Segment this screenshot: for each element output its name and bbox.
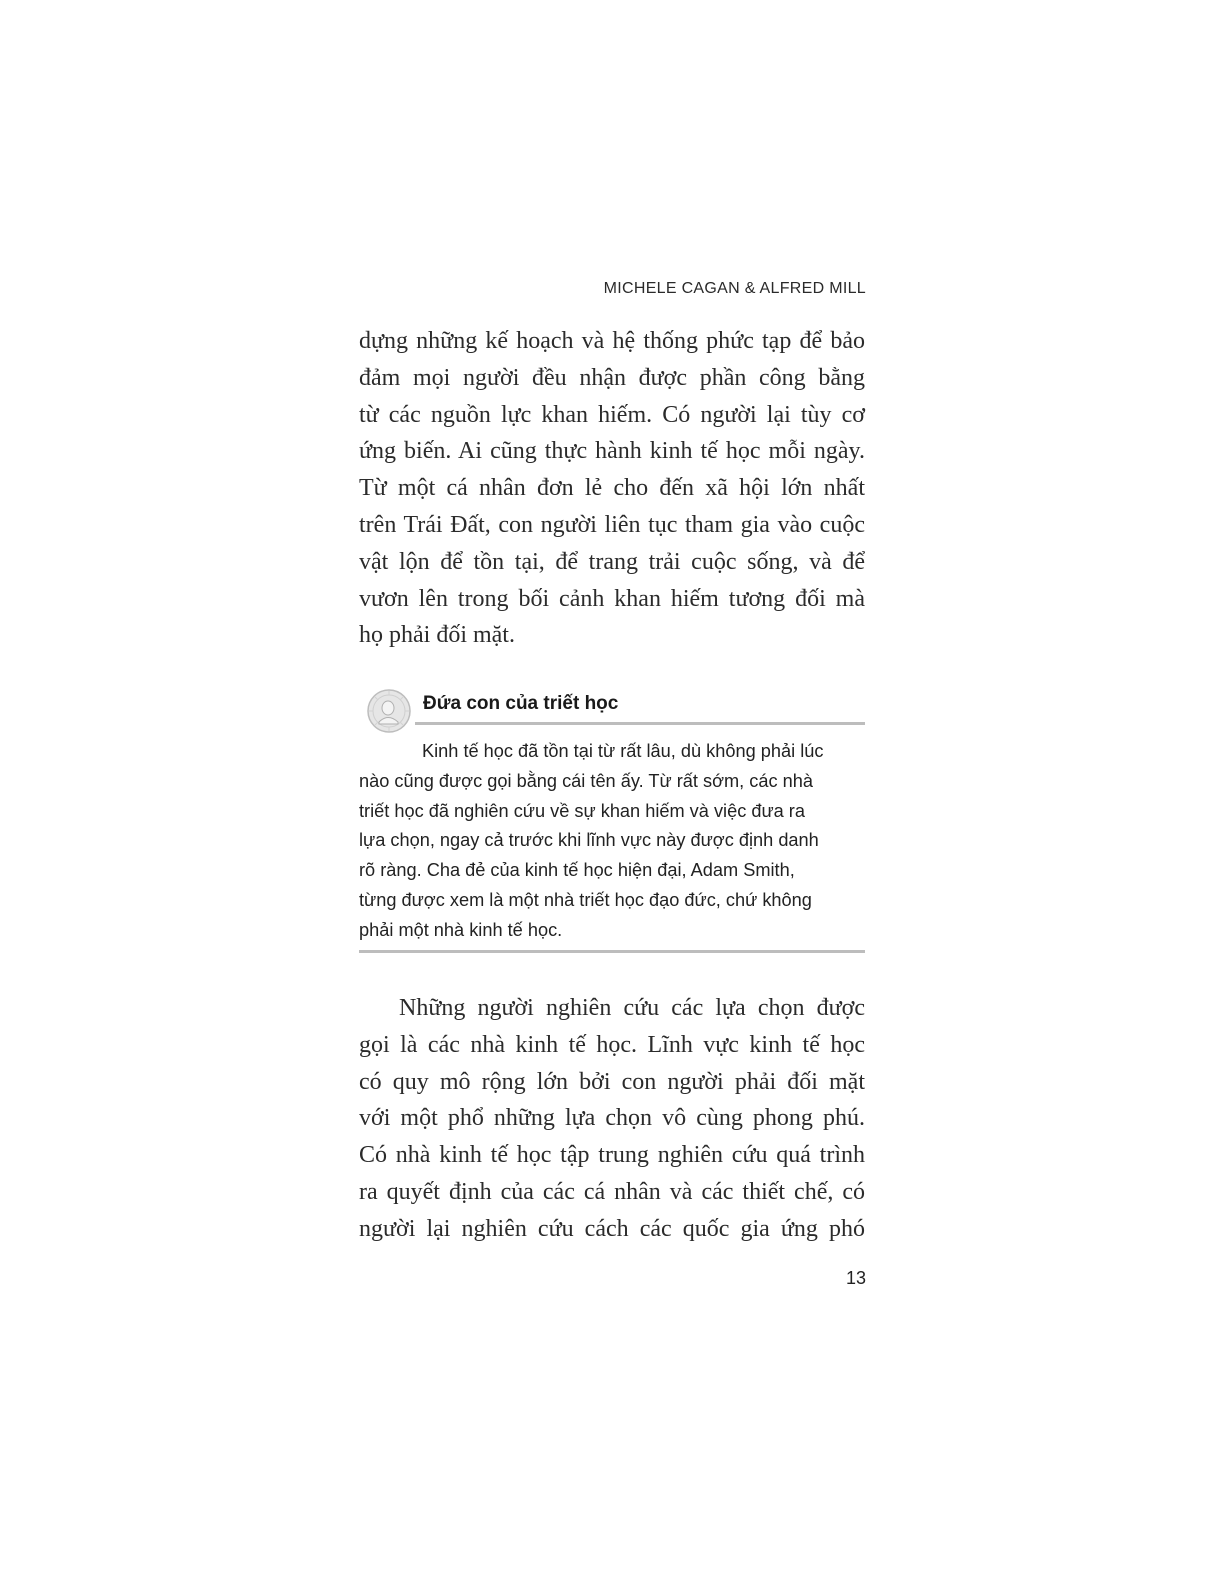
text-line: trên Trái Đất, con người liên tục tham gia vào cuộc [359, 511, 865, 538]
text-line: gọi là các nhà kinh tế học. Lĩnh vực kinh tế học [359, 1031, 865, 1058]
sidebar-text-line: nào cũng được gọi bằng cái tên ấy. Từ rất sớm, các nhà [359, 770, 813, 791]
text-line: họ phải đối mặt. [359, 622, 515, 649]
sidebar-text-line: phải một nhà kinh tế học. [359, 919, 563, 940]
sidebar-text-line: triết học đã nghiên cứu về sự khan hiếm và việc đưa ra [359, 800, 805, 821]
body-paragraph-top [359, 323, 865, 654]
text-line: vươn lên trong bối cảnh khan hiếm tương đối mà [359, 585, 865, 612]
body-paragraph-bottom [359, 990, 865, 1248]
sidebar-text-line: Kinh tế học đã tồn tại từ rất lâu, dù không phải lúc [422, 741, 824, 761]
text-line: ra quyết định của các cá nhân và các thiết chế, có [359, 1178, 865, 1205]
text-line: có quy mô rộng lớn bởi con người phải đối mặt [359, 1068, 865, 1095]
text-line: đảm mọi người đều nhận được phần công bằng [359, 364, 865, 391]
sidebar-title: Đứa con của triết học [423, 693, 619, 714]
text-line: Có nhà kinh tế học tập trung nghiên cứu quá trình [359, 1142, 865, 1169]
sidebar-body [359, 737, 859, 946]
sidebar-text-line: lựa chọn, ngay cả trước khi lĩnh vực này được định danh [359, 830, 819, 851]
text-line: từ các nguồn lực khan hiếm. Có người lại tùy cơ [359, 401, 865, 428]
bust-medallion-icon [367, 689, 411, 733]
text-line: vật lộn để tồn tại, để trang trải cuộc sống, và để [359, 548, 865, 575]
text-line: Những người nghiên cứu các lựa chọn được [399, 995, 865, 1021]
sidebar-divider-top [415, 722, 865, 725]
text-line: ứng biến. Ai cũng thực hành kinh tế học mỗi ngày. [359, 438, 865, 465]
text-line: với một phổ những lựa chọn vô cùng phong phú. [359, 1105, 865, 1132]
text-line: người lại nghiên cứu cách các quốc gia ứng phó [359, 1215, 865, 1242]
text-line: dựng những kế hoạch và hệ thống phức tạp để bảo [359, 328, 865, 354]
sidebar-text-line: từng được xem là một nhà triết học đạo đức, chứ không [359, 889, 812, 910]
page-number: 13 [845, 1268, 866, 1288]
sidebar-text-line: rõ ràng. Cha đẻ của kinh tế học hiện đại, Adam Smith, [359, 860, 795, 881]
sidebar-box [359, 685, 865, 957]
text-line: Từ một cá nhân đơn lẻ cho đến xã hội lớn nhất [359, 475, 865, 502]
sidebar-divider-bottom [359, 950, 865, 953]
running-head: MICHELE CAGAN & ALFRED MILL [603, 280, 866, 297]
